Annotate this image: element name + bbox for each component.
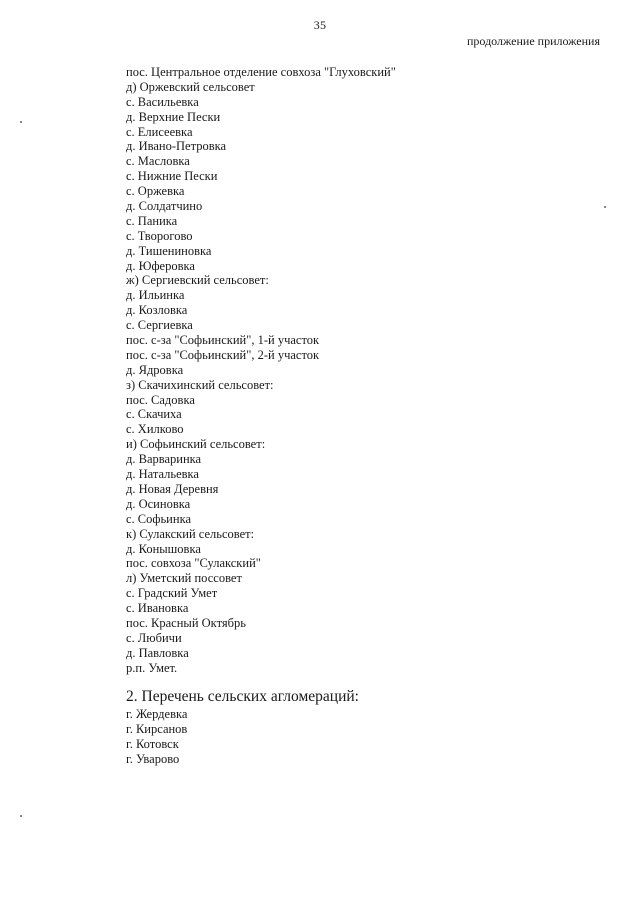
list-item: з) Скачихинский сельсовет: <box>126 377 274 392</box>
list-item: д. Конышовка <box>126 541 201 556</box>
list-item: с. Скачиха <box>126 407 182 422</box>
list-item: д. Ядровка <box>126 362 184 377</box>
list-item: пос. Центральное отделение совхоза "Глуховский" <box>126 65 396 79</box>
list-item: пос. с-за "Софьинский", 2-й участок <box>126 347 320 362</box>
list-item: с. Оржевка <box>126 184 185 199</box>
list-item: с. Любичи <box>126 630 182 645</box>
list-item: к) Сулакский сельсовет: <box>126 526 255 541</box>
list-item: д) Оржевский сельсовет <box>126 79 255 94</box>
list-item: д. Павловка <box>126 645 189 660</box>
scan-speck <box>20 815 22 817</box>
list-item: г. Жердевка <box>126 707 188 721</box>
scan-speck <box>20 121 22 123</box>
list-item: и) Софьинский сельсовет: <box>126 437 266 452</box>
list-item: с. Паника <box>126 213 178 228</box>
list-item: с. Градский Умет <box>126 586 218 601</box>
list-item: д. Натальевка <box>126 467 199 482</box>
list-item: с. Софьинка <box>126 511 191 526</box>
list-item: пос. совхоза "Сулакский" <box>126 556 261 571</box>
list-item: л) Уметский поссовет <box>126 571 242 586</box>
list-item: пос. Красный Октябрь <box>126 615 246 630</box>
settlement-list <box>126 65 396 676</box>
list-item: д. Ильинка <box>126 288 185 303</box>
list-item: с. Масловка <box>126 154 190 169</box>
list-item: г. Котовск <box>126 736 179 751</box>
list-item: д. Козловка <box>126 303 188 318</box>
list-item: д. Юферовка <box>126 258 195 273</box>
list-item: с. Сергиевка <box>126 318 193 333</box>
list-item: д. Осиновка <box>126 496 191 511</box>
continuation-note: продолжение приложения <box>467 34 600 48</box>
list-item: с. Нижние Пески <box>126 169 218 184</box>
list-item: р.п. Умет. <box>126 660 178 675</box>
list-item: с. Елисеевка <box>126 124 193 139</box>
list-item: г. Уварово <box>126 751 180 766</box>
list-item: д. Солдатчино <box>126 199 203 214</box>
list-item: с. Хилково <box>126 422 184 437</box>
list-item: д. Ивано-Петровка <box>126 139 227 154</box>
scan-speck <box>604 206 606 208</box>
list-item: д. Варваринка <box>126 452 202 467</box>
agglomeration-list <box>126 707 187 767</box>
list-item: с. Творогово <box>126 228 193 243</box>
list-item: д. Верхние Пески <box>126 109 221 124</box>
list-item: д. Тишениновка <box>126 243 212 258</box>
list-item: ж) Сергиевский сельсовет: <box>126 273 269 288</box>
list-item: д. Новая Деревня <box>126 481 219 496</box>
list-item: пос. с-за "Софьинский", 1-й участок <box>126 333 320 348</box>
list-item: с. Ивановка <box>126 601 189 616</box>
page-number: 35 <box>313 18 327 32</box>
section-heading: 2. Перечень сельских агломераций: <box>126 688 359 705</box>
list-item: г. Кирсанов <box>126 721 188 736</box>
list-item: пос. Садовка <box>126 392 195 407</box>
list-item: с. Васильевка <box>126 94 199 109</box>
